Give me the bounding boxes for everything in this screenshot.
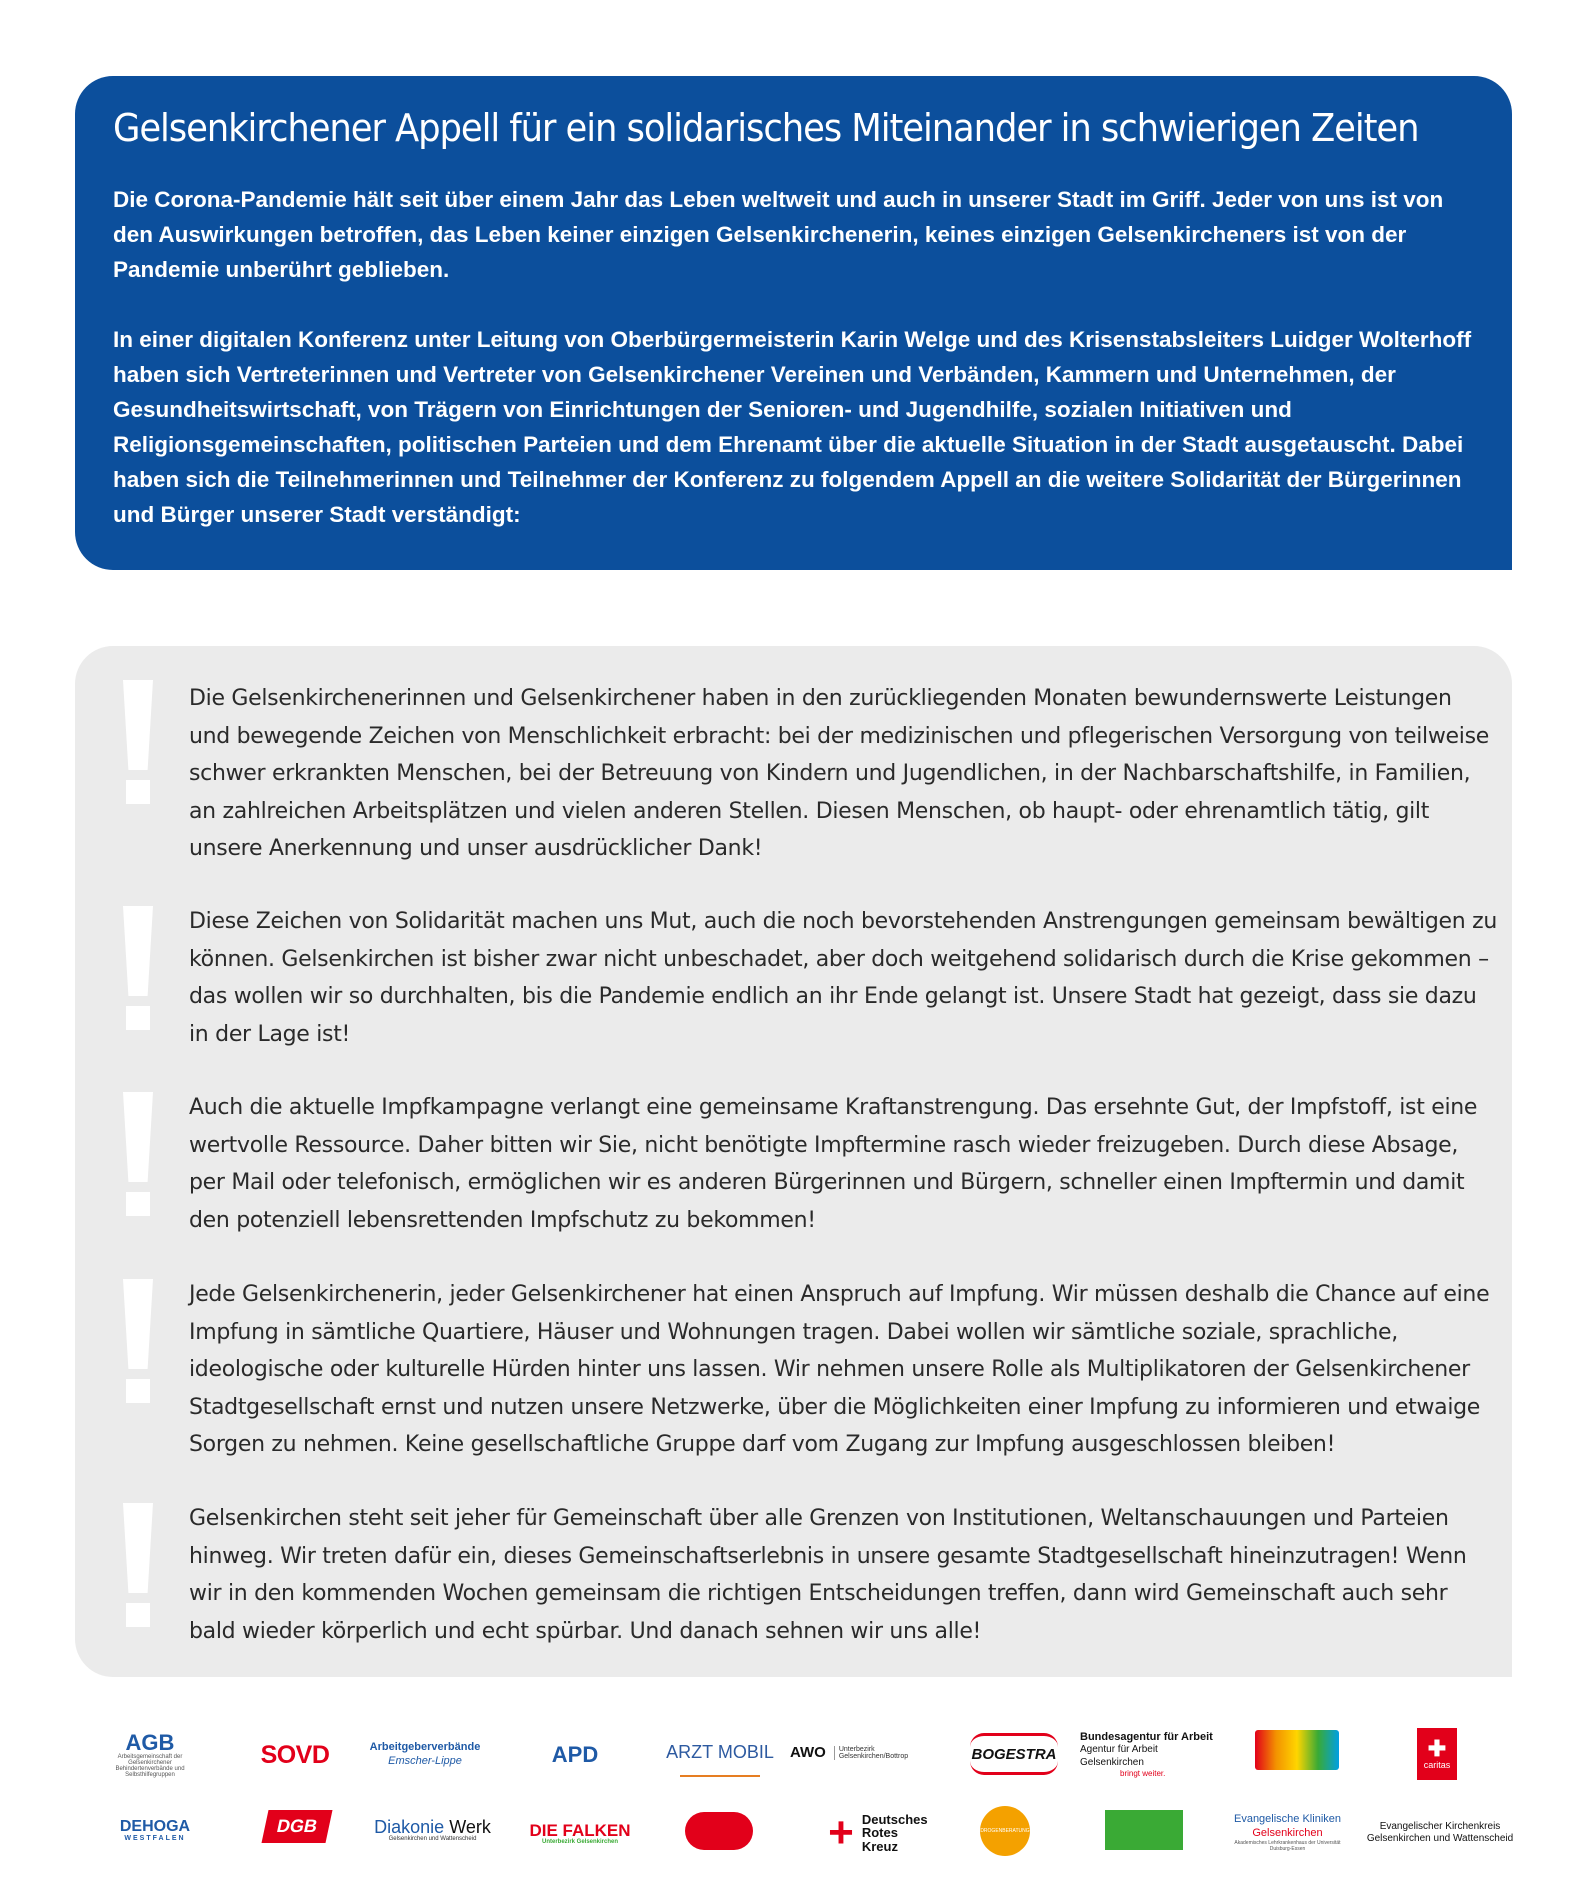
agb-logo: AGB Arbeitsgemeinschaft der Gelsenkirchener Behindertenverbände und Selbsthilfegruppen: [115, 1730, 185, 1778]
apd-logo: APD: [551, 1741, 599, 1767]
exclamation-icon: [123, 1279, 153, 1369]
dehoga-logo: DEHOGA WESTFALEN: [119, 1817, 191, 1842]
appeal-paragraph: Jede Gelsenkirchenerin, jeder Gelsenkirchener hat einen Anspruch auf Impfung. Wir müssen deshalb die Chance auf eine Impfung in sämtliche Quartiere, Häuser und Wohnungen tragen. Dabei wollen wir sämtliche soziale, sprachliche, ideologische oder kulturelle Hürden hinter uns lassen. Wir nehmen unsere Rolle als Multiplikatoren der Gelsenkirchener Stadtgesellschaft ernst und nutzen unsere Netzwerke, über die Möglichkeiten einer Impfung zu informieren und etwaige Sorgen zu nehmen. Keine gesellschaftliche Gruppe darf vom Zugang zur Impfung ausgeschlossen bleiben!: [189, 1282, 1490, 1457]
awo-logo: AWO Unterbezirk Gelsenkirchen/Bottrop: [790, 1730, 940, 1775]
partner-logos-row-1: [75, 1720, 1512, 1790]
kirchenkreis-logo: Evangelischer Kirchenkreis Gelsenkirchen und Wattenscheid: [1366, 1820, 1514, 1844]
bogestra-logo: BOGESTRA: [970, 1733, 1058, 1775]
bundesagentur-logo: Bundesagentur für Arbeit Agentur für Arbeit Gelsenkirchen bringt weiter.: [1080, 1730, 1213, 1779]
exclamation-icon: [123, 680, 153, 770]
drogenberatung-logo: DROGENBERATUNG: [980, 1806, 1030, 1856]
dgb-logo: DGB: [261, 1810, 332, 1843]
exclamation-dot: [126, 780, 150, 804]
exclamation-dot: [126, 1192, 150, 1216]
exclamation-icon: [123, 1503, 153, 1593]
appeal-panel: [75, 646, 1512, 1677]
exclamation-icon: [123, 906, 153, 996]
evangelische-kliniken-logo: Evangelische Kliniken Gelsenkirchen Akademisches Lehrkrankenhaus der Universität Duisburg-Essen: [1233, 1813, 1341, 1852]
appeal-paragraph: Gelsenkirchen steht seit jeher für Gemeinschaft über alle Grenzen von Institutionen, Weltanschauungen und Parteien hinweg. Wir treten dafür ein, dieses Gemeinschaftserlebnis in unsere gesamte Stadtgesellschaft hineinzutragen! Wenn wir in den kommenden Wochen gemeinsam die richtigen Entscheidungen treffen, dann wird Gemeinschaft auch sehr bald wieder körperlich und echt spürbar. Und danach sehnen wir uns alle!: [189, 1506, 1467, 1644]
arbeitgeberverbaende-logo: Arbeitgeberverbände Emscher-Lippe: [369, 1741, 481, 1767]
colorful-logo: [1255, 1730, 1339, 1770]
exclamation-dot: [126, 1006, 150, 1030]
intro-paragraph: In einer digitalen Konferenz unter Leitung von Oberbürgermeisterin Karin Welge und des Krisenstabsleiters Luidger Wolterhoff haben sich Vertreterinnen und Vertreter von Gelsenkirchener Vereinen und Verbänden, Kammern und Unternehmen, der Gesundheitswirtschaft, von Trägern von Einrichtungen der Senioren- und Jugendhilfe, sozialen Initiativen und Religionsgemeinschaften, politischen Parteien und dem Ehrenamt über die aktuelle Situation in der Stadt ausgetauscht. Dabei haben sich die Teilnehmerinnen und Teilnehmer der Konferenz zu folgendem Appell an die weitere Solidarität der Bürgerinnen und Bürger unserer Stadt verständigt:: [113, 327, 1472, 527]
appeal-paragraph: Die Gelsenkirchenerinnen und Gelsenkirchener haben in den zurückliegenden Monaten bewundernswerte Leistungen und bewegende Zeichen von Menschlichkeit erbracht: bei der medizinischen und pflegerischen Versorgung von teilweise schwer erkrankten Menschen, bei der Betreuung von Kindern und Jugendlichen, in der Nachbarschaftshilfe, in Familien, an zahlreichen Arbeitsplätzen und vielen anderen Stellen. Diesen Menschen, ob haupt- oder ehrenamtlich tätig, gilt unsere Anerkennung und unser ausdrücklicher Dank!: [189, 686, 1490, 861]
ehrenamtsagentur-logo: [1105, 1810, 1183, 1850]
sovd-logo: SOVD: [260, 1740, 330, 1769]
partner-logos-row-2: [75, 1800, 1512, 1870]
exclamation-dot: [126, 1379, 150, 1403]
diakonie-logo: Diakonie Werk Gelsenkirchen und Wattenscheid: [374, 1817, 491, 1842]
red-oval-logo: [685, 1812, 753, 1850]
exclamation-icon: [123, 1092, 153, 1182]
appeal-paragraph: Diese Zeichen von Solidarität machen uns Mut, auch die noch bevorstehenden Anstrengungen gemeinsam bewältigen zu können. Gelsenkirchen ist bisher zwar nicht unbeschadet, aber doch weitgehend solidarisch durch die Krise gekommen – das wollen wir so durchhalten, bis die Pandemie endlich an ihr Ende gelangt ist. Unsere Stadt hat gezeigt, dass sie dazu in der Lage ist!: [189, 909, 1497, 1047]
falken-logo: DIE FALKEN Unterbezirk Gelsenkirchen: [529, 1820, 631, 1845]
page-title: Gelsenkirchener Appell für ein solidarisches Miteinander in schwierigen Zeiten: [113, 106, 1419, 151]
appeal-paragraph: Auch die aktuelle Impfkampagne verlangt eine gemeinsame Kraftanstrengung. Das ersehnte Gut, der Impfstoff, ist eine wertvolle Ressource. Daher bitten wir Sie, nicht benötigte Impftermine rasch wieder freizugeben. Durch diese Absage, per Mail oder telefonisch, ermöglichen wir es anderen Bürgerinnen und Bürgern, schneller einen Impftermin und damit den potenziell lebensrettenden Impfschutz zu bekommen!: [189, 1095, 1478, 1233]
intro-paragraph: Die Corona-Pandemie hält seit über einem Jahr das Leben weltweit und auch in unserer Stadt im Griff. Jeder von uns ist von den Auswirkungen betroffen, das Leben keiner einzigen Gelsenkirchenerin, keines einzigen Gelsenkircheners ist von der Pandemie unberührt geblieben.: [113, 187, 1444, 282]
drk-logo: + Deutsches Rotes Kreuz: [828, 1808, 928, 1857]
caritas-logo: ✚ caritas: [1417, 1728, 1457, 1780]
intro-panel: [75, 76, 1512, 570]
arzt-mobil-logo: ARZT MOBIL: [680, 1730, 760, 1777]
exclamation-dot: [126, 1603, 150, 1627]
